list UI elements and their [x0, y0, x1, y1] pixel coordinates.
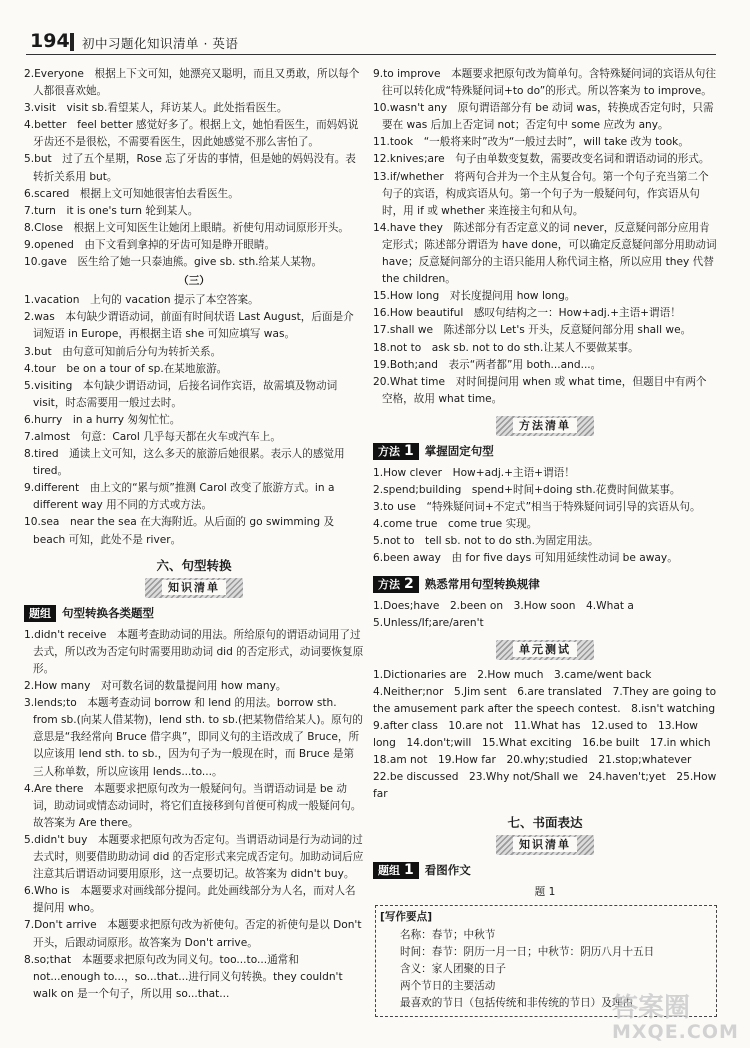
banner-label: 单元测试: [513, 642, 577, 657]
answer-entry: 7.turn it is one's turn 轮到某人。: [24, 204, 199, 217]
answer-entry: 9.to improve 本题要求把原句改为简单句。含特殊疑问词的宾语从句往往可以转化成“特殊疑问词+to do”的形式。所以答案为 to improve。: [373, 68, 716, 98]
writing-point: 名称：春节；中秋节: [400, 928, 496, 941]
banner-label: 方法清单: [513, 418, 577, 433]
answer-entry: 20.What time 对时间提问用 when 或 what time，但题目中有两个空格，故用 what time。: [373, 375, 707, 405]
header-divider-bar: [70, 33, 74, 51]
answer-entry: 17.shall we 陈述部分以 Let's 开头，反意疑问部分用 shall we。: [373, 324, 692, 337]
section-banner: [496, 416, 594, 436]
section-banner: [145, 578, 243, 598]
method-heading: [373, 576, 717, 593]
subsection-heading: （三）: [178, 275, 210, 288]
group-heading: [24, 605, 364, 622]
answer-entry: 4.better feel better 感觉好多了。根据上文，她怕看医生，而妈妈说牙齿还不是很松，不需要看医生，因此她感觉不那么害怕了。: [24, 119, 359, 149]
method-heading: [373, 443, 717, 460]
answer-entry: 10.gave 医生给了她一只泰迪熊。give sb. sth.给某人某物。: [24, 256, 323, 269]
answer-entry: 5.but 过了五个星期，Rose 忘了牙齿的事情，但是她的妈妈没有。表转折关系用 but。: [24, 153, 356, 183]
answer-entry: 14.have they 陈述部分有否定意义的词 never，反意疑问部分应用肯定形式；陈述部分谓语为 have done，可以确定反意疑问部分用助动词 have；反意疑问部分的主语只能用人称代词主格，所以应用 they 代替 the children。: [373, 221, 720, 286]
answer-entry: 10.wasn't any 原句谓语部分有 be 动词 was，转换成否定句时，只需要在 was 后加上否定词 not；否定句中 some 应改为 any。: [373, 102, 714, 132]
group-title: 句型转换各类题型: [62, 605, 154, 620]
answer-list-part3: [24, 627, 364, 1003]
section-banner: [496, 640, 594, 660]
answer-entry: 18.not to ask sb. not to do sth.让某人不要做某事。: [373, 341, 639, 354]
answer-entry: 16.How beautiful 感叹句结构之一：How+adj.+主语+谓语！: [373, 307, 681, 320]
answer-entry: 6.scared 根据上文可知她很害怕去看医生。: [24, 187, 239, 200]
right-column: [373, 66, 726, 1017]
answer-entry: 1.didn't receive 本题考查助动词的用法。所给原句的谓语动词用了过去式，所以改为否定句时需要用助动词 did 的否定形式，动词要恢复原形。: [24, 628, 364, 675]
method-title: 熟悉常用句型转换规律: [424, 576, 540, 591]
answer-entry: 1.How clever How+adj.+主语+谓语！: [373, 466, 575, 479]
answer-entry: 2.Everyone 根据上下文可知，她漂亮又聪明，而且又勇敢，所以每个人都很喜欢她。: [24, 68, 360, 98]
answer-entry: 2.spend;building spend+时间+doing sth.花费时间做某事。: [373, 484, 681, 497]
answer-entry: 10.sea near the sea 在大海附近。从后面的 go swimming 及 beach 可知，此处不是 river。: [24, 516, 338, 546]
problem-title: 题 1: [534, 885, 556, 898]
method-title: 掌握固定句型: [424, 443, 494, 458]
answer-entry: 3.to use “特殊疑问词+不定式”相当于特殊疑问词引导的宾语从句。: [373, 501, 701, 514]
answer-entry: 19.Both;and 表示“两者都”用 both...and...。: [373, 358, 602, 371]
answer-entry: 5.visiting 本句缺少谓语动词，后接名词作宾语，故需填及物动词 visit，时态需要用一般过去时。: [24, 379, 341, 409]
answer-list-part4: [373, 66, 720, 408]
section-banner: [496, 835, 594, 855]
answer-entry: 8.so;that 本题要求把原句改为同义句。too...to...通常和 not...enough to...，so...that...进行同义句转换。they couldn't walk on 是一个句子，所以用 so...that...: [24, 953, 346, 1000]
section-title: 六、句型转换: [156, 557, 232, 573]
writing-point: 两个节日的主要活动: [400, 980, 496, 993]
book-title: 初中习题化知识清单 · 英语: [82, 36, 239, 51]
method-tag: 方法 1: [373, 443, 419, 460]
unit-test-answers: 1.Dictionaries are 2.How much 3.came/went back 4.Neither;nor 5.Jim sent 6.are translated 7.They are going to the amusement park after the speech contest. 8.isn't watching 9.after class 10.are not 11.What has 12.used to 13.How long 14.don't;will 15.What exciting 16.be built 17.in which 18.am not 19.How far 20.why;studied 21.stop;whatever 22.be discussed 23.Why not/Shall we 24.haven't;yet 25.How far: [373, 668, 726, 801]
page-number: 194: [30, 30, 70, 52]
page-header: [26, 30, 716, 55]
answer-entry: 8.tired 通读上文可知，这么多天的旅游后她很累。表示人的感觉用 tired。: [24, 448, 348, 478]
answer-entry: 6.been away 由 for five days 可知用延续性动词 be away。: [373, 552, 678, 565]
answer-entry: 3.visit visit sb.看望某人，拜访某人。此处指看医生。: [24, 102, 288, 115]
answer-entry: 12.knives;are 句子由单数变复数，需要改变名词和谓语动词的形式。: [373, 153, 710, 166]
writing-point: 时间：春节：阴历一月一日；中秋节：阴历八月十五日: [400, 946, 655, 959]
answer-entry: 3.but 由句意可知前后分句为转折关系。: [24, 345, 222, 358]
banner-label: 知识清单: [513, 837, 577, 852]
writing-points-heading: [写作要点]: [380, 910, 433, 923]
answer-entry: 5.not to tell sb. not to do sth.为固定用法。: [373, 535, 599, 548]
watermark-domain: MXQE.COM: [612, 1021, 739, 1043]
answer-entry: 6.hurry in a hurry 匆匆忙忙。: [24, 413, 181, 426]
answer-list-part1: [24, 66, 364, 271]
group-title: 看图作文: [424, 862, 471, 877]
answer-entry: 13.if/whether 将两句合并为一个主从复合句。第一个句子充当第二个句子的宾语，构成宾语从句。第一个句子为一般疑问句，作宾语从句时，用 if 或 whether 来连接主句和从句。: [373, 170, 709, 217]
answer-entry: 15.How long 对长度提问用 how long。: [373, 290, 576, 303]
writing-point: 含义：家人团聚的日子: [400, 963, 506, 976]
group-tag: 题组: [24, 605, 56, 622]
answer-entry: 2.was 本句缺少谓语动词，前面有时间状语 Last August，后面是介词短语 in Europe，再根据主语 she 可知应填写 was。: [24, 311, 354, 341]
group-heading: [373, 862, 717, 879]
answer-entry: 6.Who is 本题要求对画线部分提问。此处画线部分为人名，而对人名提问用 who。: [24, 885, 356, 915]
answer-entry: 4.come true come true 实现。: [373, 518, 538, 531]
answer-entry: 7.almost 句意：Carol 几乎每天都在火车或汽车上。: [24, 430, 281, 443]
answer-entry: 11.took “一般将来时”改为“一般过去时”，will take 改为 took。: [373, 136, 689, 149]
answer-entry: 4.Are there 本题要求把原句改为一般疑问句。当谓语动词是 be 动词，助动词或情态动词时，将它们直接移到句首便可构成一般疑问句。故答案为 Are there。: [24, 782, 362, 829]
answer-entry: 4.tour be on a tour of sp.在某地旅游。: [24, 362, 228, 375]
watermark-text: 答案圈: [612, 993, 691, 1023]
answer-entry: 5.didn't buy 本题要求把原句改为否定句。当谓语动词是行为动词的过去式时，则要借助助动词 did 的否定形式来完成否定句。加助动词后应注意其后谓语动词要用原形，这一点要切记。故答案为 didn't buy。: [24, 833, 364, 881]
left-column: [24, 66, 364, 1003]
writing-point: 最喜欢的节日（包括传统和非传统的节日）及理由: [400, 997, 634, 1010]
watermark-logo: [612, 993, 742, 1046]
banner-label: 知识清单: [162, 580, 226, 595]
answer-entry: 8.Close 根据上文可知医生让她闭上眼睛。祈使句用动词原形开头。: [24, 221, 349, 234]
method1-list: [373, 465, 717, 568]
answer-entry: 9.opened 由下文看到拿掉的牙齿可知是睁开眼睛。: [24, 238, 276, 251]
answer-entry: 3.lends;to 本题考查动词 borrow 和 lend 的用法。borrow sth. from sb.(向某人借某物)，lend sth. to sb.(把某物借给某人)。原句的意思是“我经常向 Bruce 借字典”，即同义句的主语改成了 Bruce，所以应该用 lend sth. to sb.，因为句子为一般现在时，而 Bruce 是第三人称单数，所以应该用 lends...to...。: [24, 697, 363, 778]
answer-list-part2: [24, 292, 364, 548]
answer-entry: 7.Don't arrive 本题要求把原句改为祈使句。否定的祈使句是以 Don't 开头，后跟动词原形。故答案为 Don't arrive。: [24, 919, 365, 949]
section-title: 七、书面表达: [507, 814, 583, 830]
group-tag: 题组 1: [373, 862, 419, 879]
answer-entry: 2.How many 对可数名词的数量提问用 how many。: [24, 680, 287, 693]
method2-answers: 1.Does;have 2.been on 3.How soon 4.What a 5.Unless/If;are/aren't: [373, 599, 645, 629]
answer-entry: 9.different 由上文的“累与烦”推测 Carol 改变了旅游方式。in a different way 用不同的方式或方法。: [24, 482, 338, 512]
method-tag: 方法 2: [373, 576, 419, 593]
answer-entry: 1.vacation 上句的 vacation 提示了本空答案。: [24, 294, 259, 307]
